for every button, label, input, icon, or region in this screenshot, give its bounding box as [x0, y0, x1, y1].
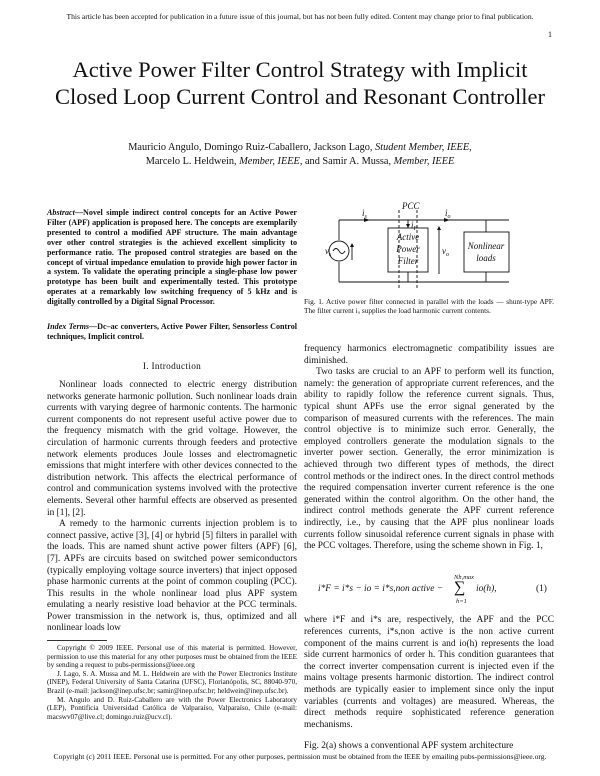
copyright-footer: Copyright (c) 2011 IEEE. Personal use is permitted. For any other purposes, permission must be obtained from the IEEE by emailing pubs-permissions@ieee.org. — [53, 752, 547, 761]
figure-1-caption: Fig. 1. Active power filter connected in parallel with the loads — shunt-type APF. The filter current iᵤ supplies the load harmonic current contents. — [304, 297, 554, 315]
sum-upper-limit: Nh,max — [454, 574, 475, 581]
vo-label: $v_o$ — [442, 246, 449, 258]
load-label-1: Nonlinear — [467, 241, 505, 251]
sum-symbol: ∑ — [454, 579, 466, 596]
paragraph: where i*F and i*s are, respectively, the APF and the PCC references currents, i*s,non active is the non active current component of the mains current is and io(h) represents the load side current harmonics of order h. This condition guarantees that the correct inverter compensation current is injected even if the mains voltage presents harmonic distortion. The indirect control methods are typically easier to implement since only the input variables (currents and voltages) are measured. Whereas, the direct methods require sophisticated reference generation mechanisms. — [304, 615, 554, 730]
equation-term: io(h), — [476, 584, 497, 594]
abstract — [47, 208, 297, 307]
index-terms — [47, 322, 297, 342]
io-label: $i_o$ — [445, 208, 451, 220]
page-number: 1 — [548, 30, 552, 39]
paragraph: Nonlinear loads connected to electric energy distribution networks generate harmonic pollution. Such nonlinear loads drain currents with varying degree of harmonic contents. The harmonic current components do not represent useful active power due to the frequency mismatch with the grid voltage. However, the circulation of harmonic currents through feeders and protective network elements produces Joule losses and electromagnetic emissions that might interfere with other devices connected to the distribution network. This affects the electrical performance of control and communication systems involved with the protective elements. Several other harmful effects are observed as presented in [1], [2]. — [47, 380, 297, 518]
paragraph: A remedy to the harmonic currents injection problem is to connect passive, active [3], [4] or hybrid [5] filters in parallel with the loads. This are named shunt active power filters (APF) [6], [7]. APFs are circuits based on switched power semiconductors (typically employing voltage source inverters) that inject opposed phase harmonic currents at the point of common coupling (PCC). This results in the whole nonlinear load plus APF system emulating a nearly resistive load behavior at the PCC terminals. Power transmission in the network is, thus, optimized and all nonlinear loads low — [47, 519, 297, 634]
index-terms-label: Index Terms — [47, 322, 90, 331]
author-role: Member, IEEE, — [239, 156, 303, 167]
abstract-text: —Novel simple indirect control concepts for an Active Power Filter (APF) application is proposed here. The concepts are exemplarily presented to control a modified APF structure. The main advantage over other control strategies is the achieved excellent simplicity to performance ratio. The proposed control strategies are based on the concept of virtual impedance emulation to provide high power factor in a system. To validate the operating principle a single-phase low power prototype has been built and experimentally tested. This prototype operates at a remarkably low switching frequency of 5 kHz and is digitally controlled by a Digital Signal Processor. — [47, 208, 297, 307]
author-names: Mauricio Angulo, Domingo Ruiz-Caballero, Jackson Lago, — [128, 142, 376, 153]
paper-title: Active Power Filter Control Strategy with Implicit Closed Loop Current Control and Resonant Controller — [55, 57, 545, 109]
paragraph: Two tasks are crucial to an APF to perform well its function, namely: the generation of appropriate current references, and the ability to rapidly follow the reference current signals. Thus, typical shunt APFs use the error signal generated by the comparison of measured currents with the references. The main control objective is to minimize such error. Generally, the employed controllers generate the modulation signals to the inverter power section. Generally, the error minimization is achieved through two different types of methods, the direct control methods or the indirect ones. In the direct control methods the required compensation inverter current reference is the one generated within the control algorithm. On the other hand, the indirect control methods generate the APF current reference indirectly, i.e., by causing that the APF plus nonlinear loads currents follow sinusoidal reference current signals in phase with the PCC voltages. Therefore, using the scheme shown in Fig. 1, — [304, 367, 554, 552]
footnote: M. Angulo and D. Ruiz-Caballero are with the Power Electronics Laboratory (LEP), Pontificia Universidad Católica de Valparaíso, Valparaíso, Chile (e-mail: macswv07@live.cl; domingo.ruiz@ucv.cl). — [47, 695, 297, 721]
footnote: J. Lago, S. A. Mussa and M. L. Heldwein are with the Power Electronics Institute (INEP), Federal University of Santa Catarina (UFSC), Florianópolis, SC, 88040-970, Brazil (e-mail: jackson@inep.ufsc.br; samir@inep.ufsc.br; heldwein@inep.ufsc.br). — [47, 669, 297, 695]
author-names: and Samir A. Mussa, — [302, 156, 394, 167]
equation-number: (1) — [536, 584, 547, 594]
footnote: Copyright © 2009 IEEE. Personal use of this material is permitted. However, permission to use this material for any other purposes must be obtained from the IEEE by sending a request to pubs-permissions@ieee.org — [47, 644, 297, 670]
author-role: Student Member, IEEE, — [375, 142, 472, 153]
author-line-2 — [40, 155, 560, 169]
apf-label-2: Power — [396, 244, 420, 254]
if-label: $i_F$ — [411, 220, 418, 232]
is-label: $i_s$ — [362, 208, 367, 220]
author-line-1 — [40, 141, 560, 155]
section-heading-introduction: I. Introduction — [142, 362, 202, 372]
introduction-body — [47, 380, 297, 635]
apf-label-3: Filter — [397, 256, 419, 266]
sum-lower-limit: h=1 — [456, 598, 467, 605]
abstract-label: Abstract — [47, 208, 75, 217]
pcc-label: PCC — [402, 202, 420, 211]
author-names: Marcelo L. Heldwein, — [145, 156, 240, 167]
paragraph: Fig. 2(a) shows a conventional APF system architecture — [304, 740, 514, 751]
author-role: Member, IEEE — [393, 156, 455, 167]
accepted-banner: This article has been accepted for publication in a future issue of this journal, but has not been fully edited. Content may change prior to final publication. — [66, 12, 534, 21]
right-column-body — [304, 344, 554, 553]
equation-1 — [304, 574, 554, 610]
vs-label: $v_s$ — [325, 246, 332, 258]
footnotes — [47, 644, 297, 721]
load-label-2: loads — [476, 253, 496, 263]
right-column-body-continued — [304, 606, 554, 762]
index-terms-text: —Dc–ac converters, Active Power Filter, Sensorless Control techniques, Implicit control. — [47, 322, 297, 341]
apf-label-1: Active — [396, 232, 420, 242]
author-list — [40, 141, 560, 169]
figure-1-schematic — [304, 202, 554, 294]
equation-lhs: i*F = i*s − io = i*s,non active − — [318, 584, 444, 594]
paragraph: frequency harmonics electromagnetic compatibility issues are diminished. — [304, 344, 554, 366]
footnote-rule — [47, 640, 107, 641]
